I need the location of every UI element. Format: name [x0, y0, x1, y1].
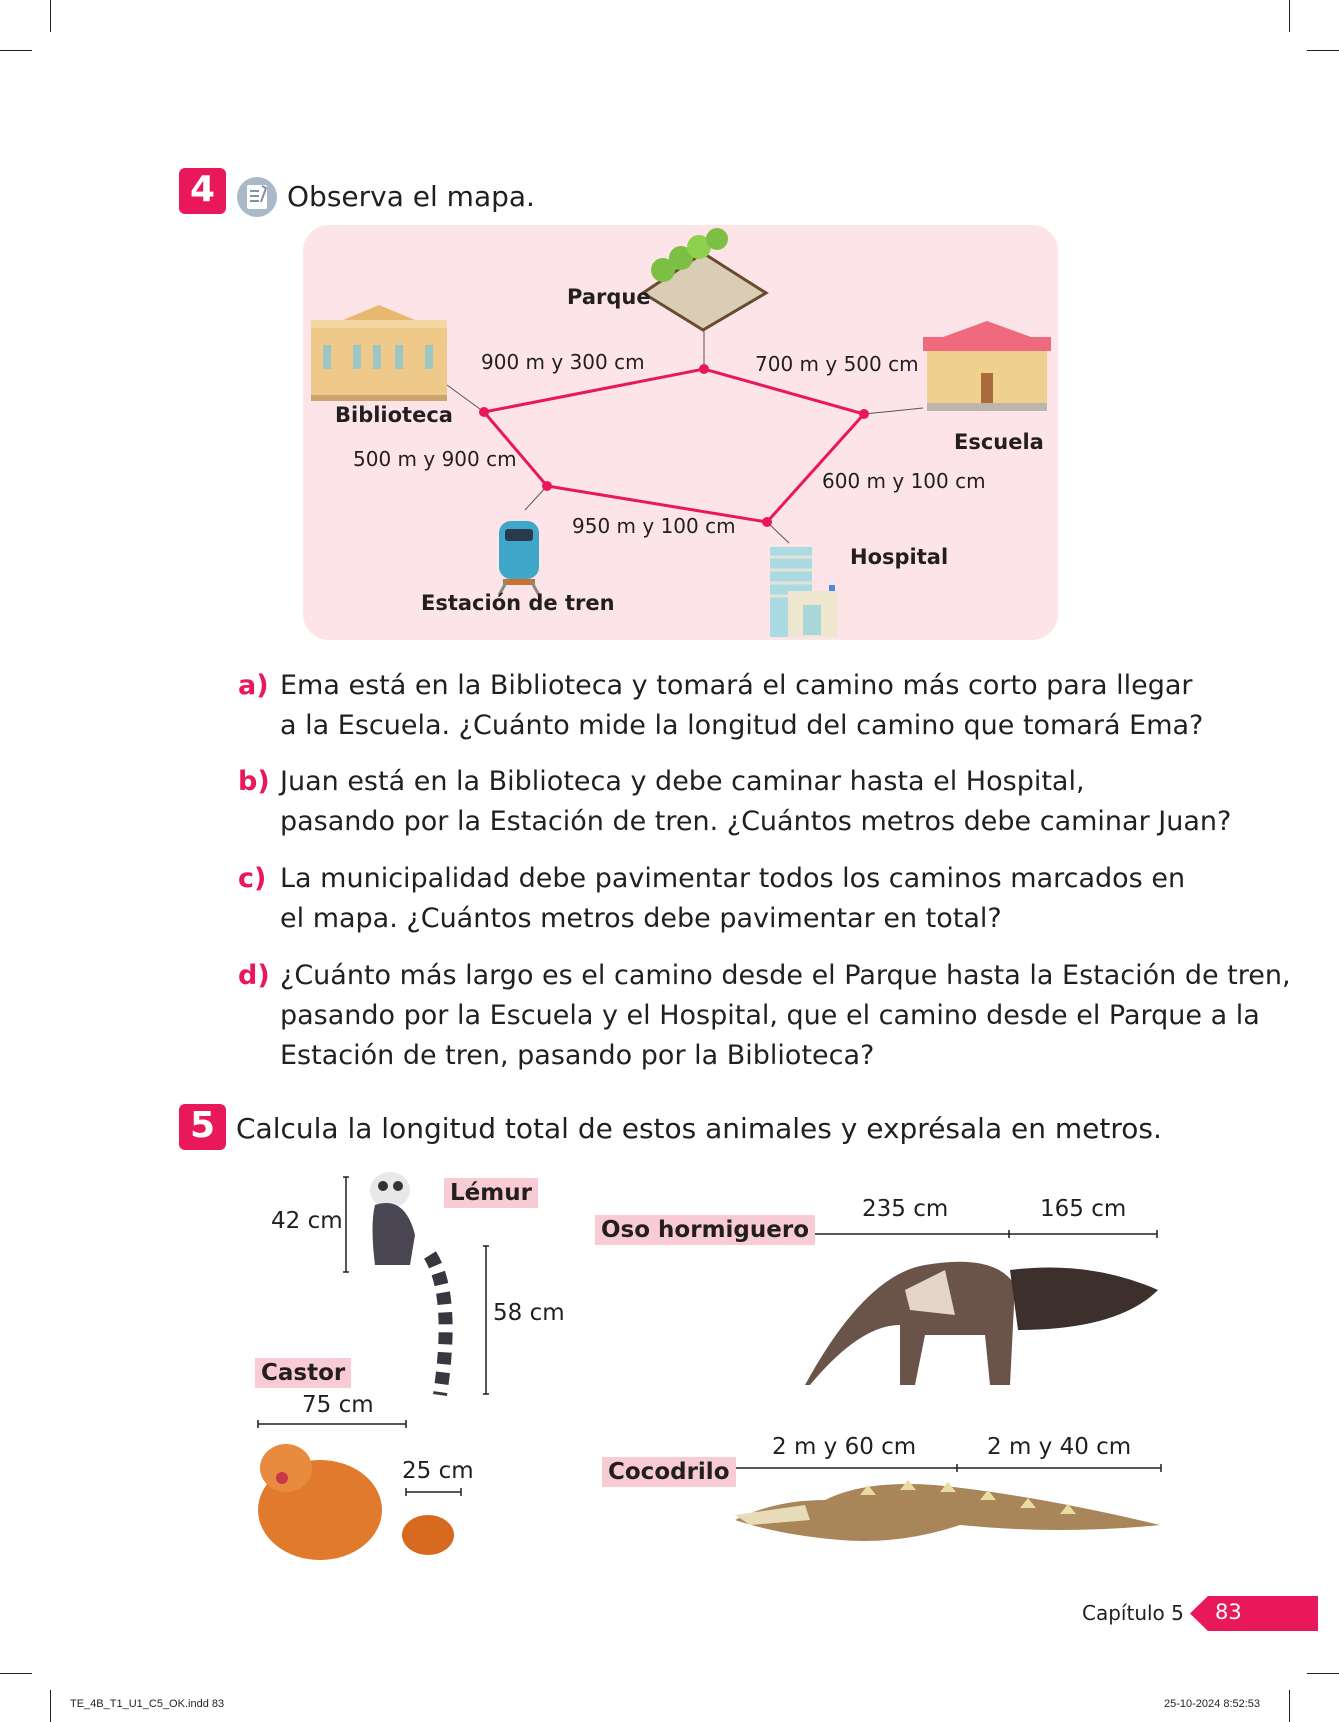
cocodrilo-tail-length: 2 m y 40 cm	[987, 1434, 1132, 1460]
page-number: 83	[1215, 1600, 1242, 1624]
distance-biblioteca-estacion: 500 m y 900 cm	[353, 447, 517, 471]
question-line: La municipalidad debe pavimentar todos los caminos marcados en	[280, 863, 1186, 894]
question-line: pasando por la Estación de tren. ¿Cuántos metros debe caminar Juan?	[280, 806, 1232, 837]
distance-parque-escuela: 700 m y 500 cm	[755, 352, 919, 376]
distance-estacion-hospital: 950 m y 100 cm	[572, 514, 736, 538]
animal-label-cocodrilo: Cocodrilo	[602, 1457, 736, 1487]
place-label-parque: Parque	[567, 285, 651, 309]
place-label-biblioteca: Biblioteca	[335, 403, 453, 427]
exercise-instruction: Observa el mapa.	[287, 180, 535, 213]
place-label-hospital: Hospital	[850, 545, 949, 569]
oso-body-length: 235 cm	[862, 1196, 949, 1222]
crocodile-illustration	[735, 1480, 1160, 1541]
question-line: Juan está en la Biblioteca y debe caminar hasta el Hospital,	[280, 766, 1085, 797]
chapter-label: Capítulo 5	[1082, 1601, 1184, 1625]
distance-escuela-hospital: 600 m y 100 cm	[822, 469, 986, 493]
lemur-illustration	[370, 1172, 446, 1395]
page-number-tab	[1190, 1596, 1318, 1631]
question-line: Ema está en la Biblioteca y tomará el camino más corto para llegar	[280, 670, 1193, 701]
animal-label-castor: Castor	[255, 1358, 351, 1388]
question-line: el mapa. ¿Cuántos metros debe pavimentar en total?	[280, 903, 1002, 934]
question-line: Estación de tren, pasando por la Biblioteca?	[280, 1040, 875, 1071]
question-line: ¿Cuánto más largo es el camino desde el Parque hasta la Estación de tren,	[280, 960, 1291, 991]
castor-tail-length: 25 cm	[402, 1458, 474, 1484]
print-timestamp: 25-10-2024 8:52:53	[1164, 1698, 1261, 1710]
question-letter: c)	[238, 863, 267, 894]
question-letter: a)	[238, 670, 269, 701]
distance-biblioteca-parque: 900 m y 300 cm	[481, 350, 645, 374]
cocodrilo-body-length: 2 m y 60 cm	[772, 1434, 917, 1460]
place-label-estacion: Estación de tren	[421, 591, 615, 615]
question-letter: b)	[238, 766, 270, 797]
animal-label-oso-hormiguero: Oso hormiguero	[595, 1215, 815, 1245]
lemur-body-length: 42 cm	[271, 1208, 343, 1234]
question-line: pasando por la Escuela y el Hospital, que el camino desde el Parque a la	[280, 1000, 1260, 1031]
oso-tail-length: 165 cm	[1040, 1196, 1127, 1222]
exercise-number-badge: 4	[179, 168, 226, 214]
file-name: TE_4B_T1_U1_C5_OK.indd 83	[70, 1698, 225, 1710]
castor-body-length: 75 cm	[302, 1392, 374, 1418]
exercise-number-badge: 5	[179, 1104, 226, 1150]
place-label-escuela: Escuela	[954, 430, 1044, 454]
animal-label-lemur: Lémur	[444, 1178, 538, 1208]
question-letter: d)	[238, 960, 270, 991]
question-line: a la Escuela. ¿Cuánto mide la longitud del camino que tomará Ema?	[280, 710, 1204, 741]
lemur-tail-length: 58 cm	[493, 1300, 565, 1326]
anteater-illustration	[805, 1262, 1158, 1385]
exercise-instruction: Calcula la longitud total de estos animales y exprésala en metros.	[236, 1112, 1162, 1145]
